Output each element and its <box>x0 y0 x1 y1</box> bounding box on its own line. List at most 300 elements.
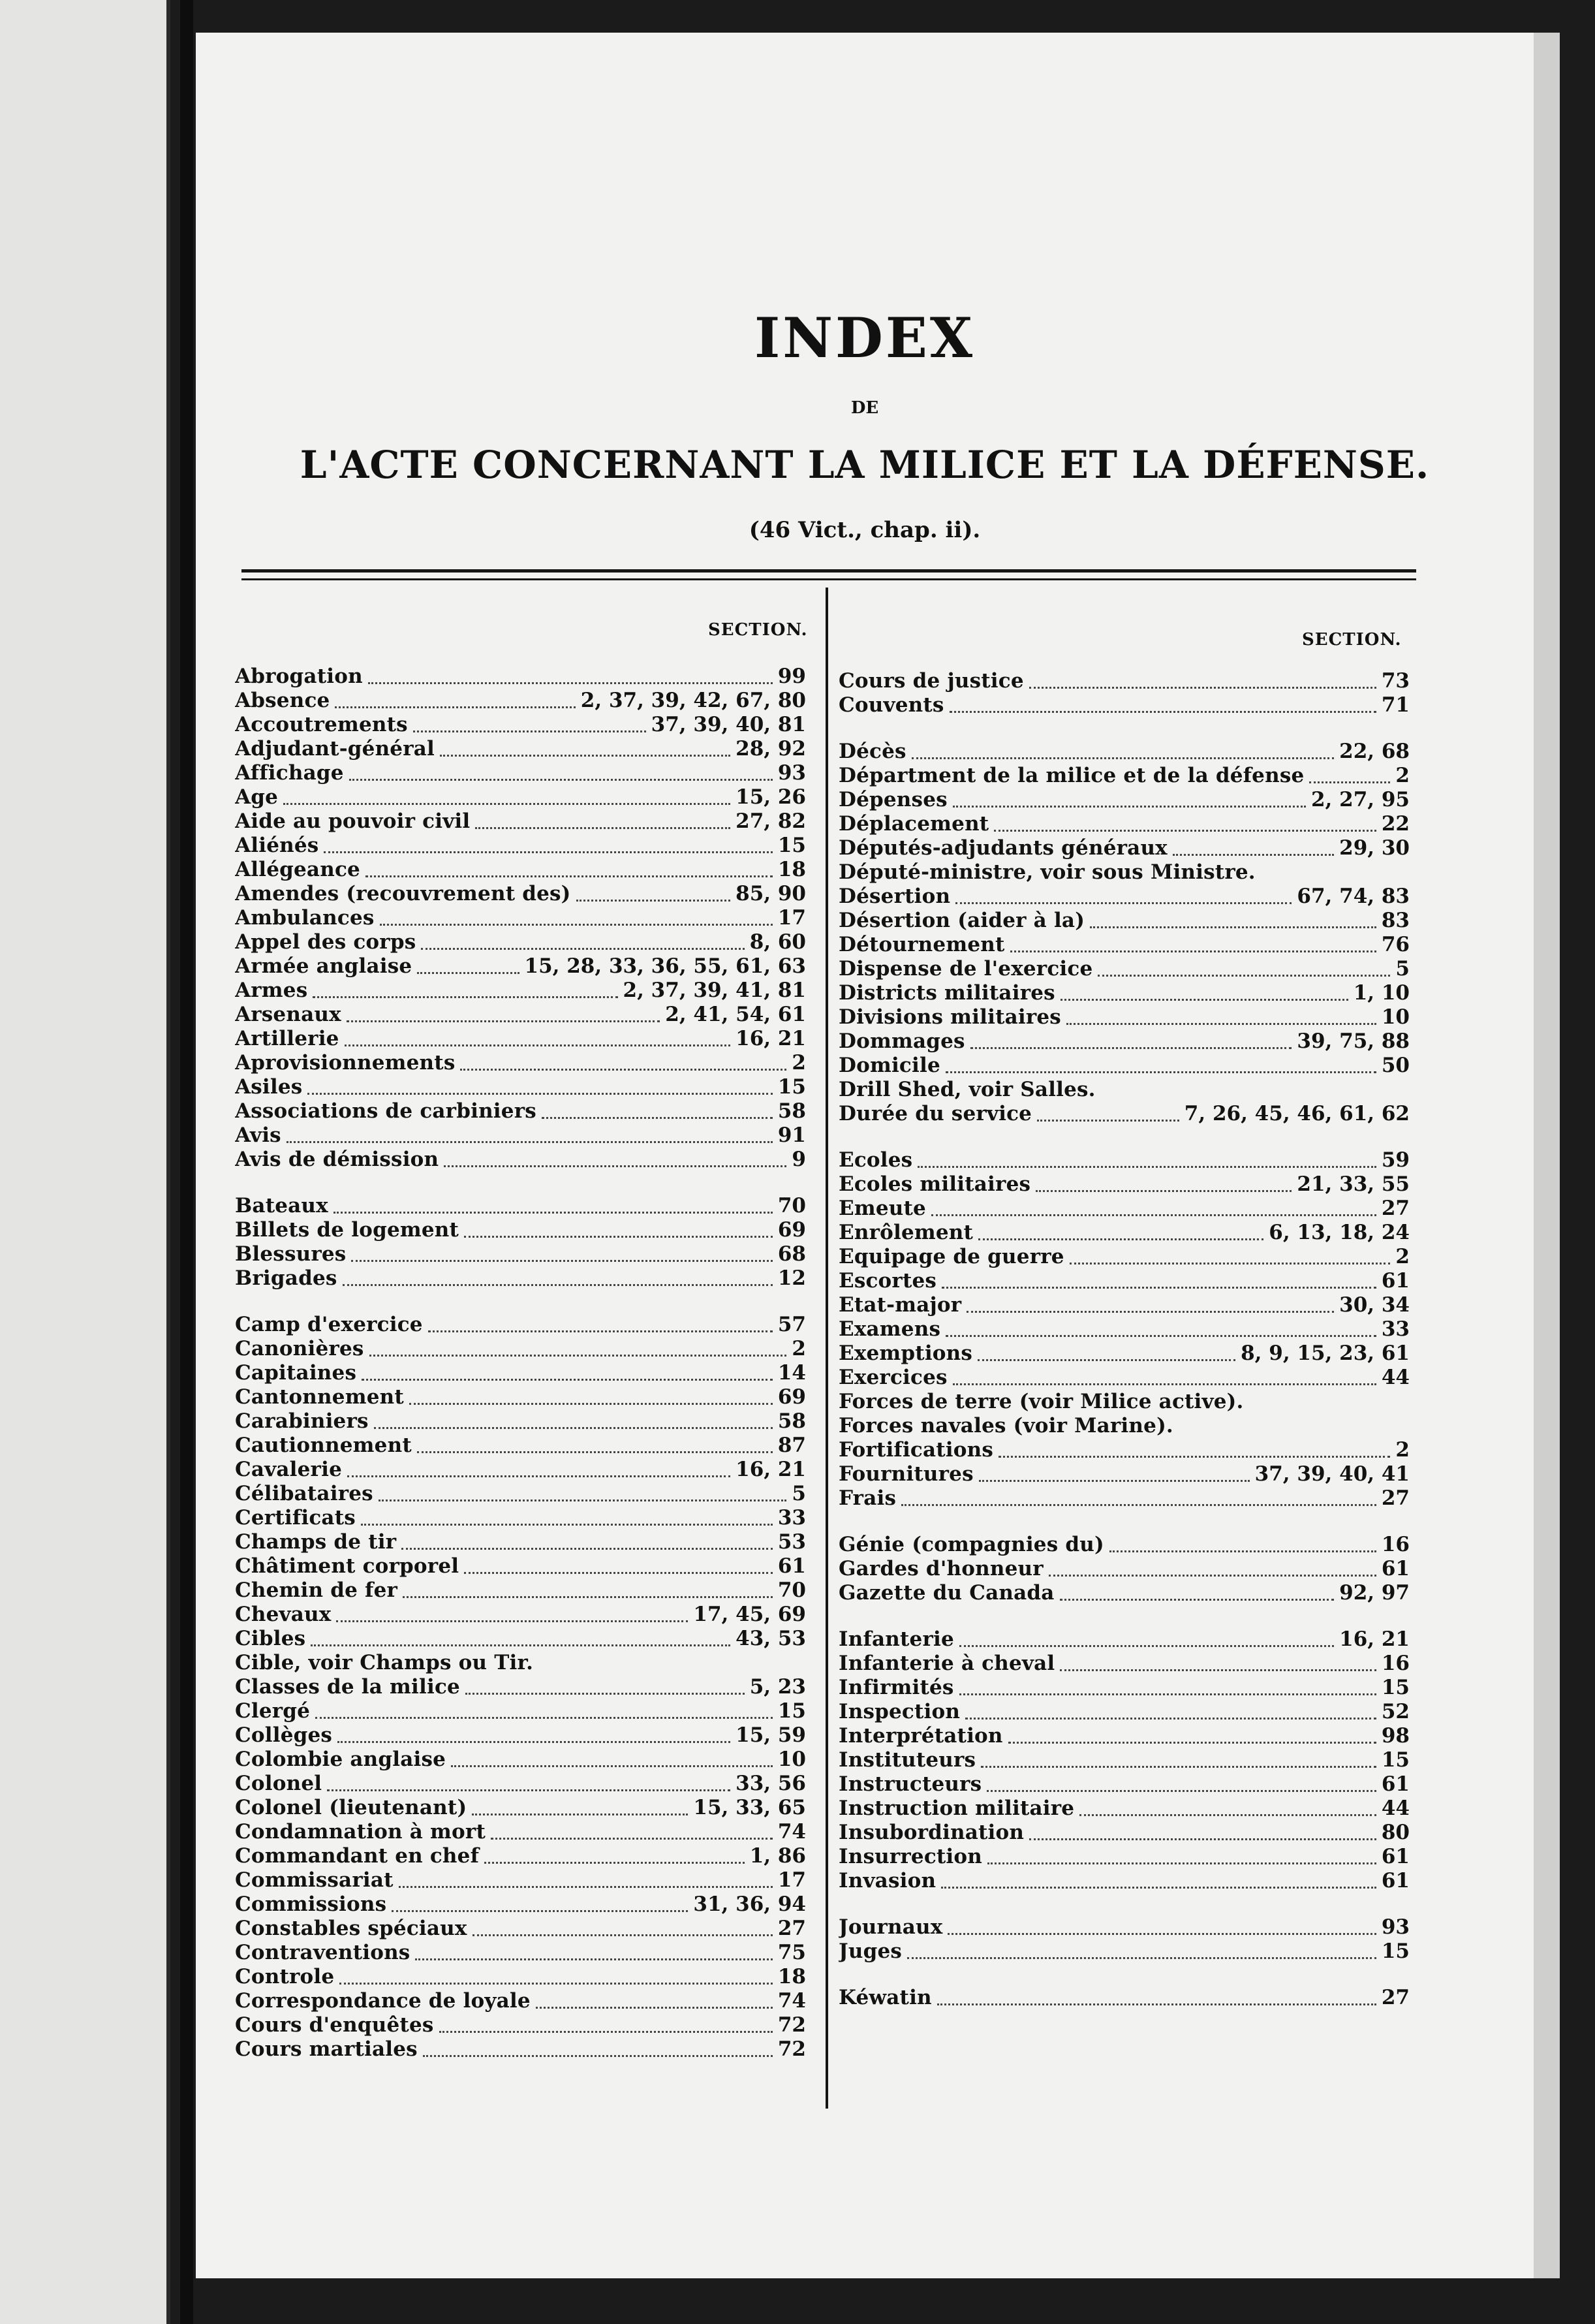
entry-sections: 59 <box>1381 1148 1410 1172</box>
entry-term: Abrogation <box>235 665 363 688</box>
index-entry <box>235 1989 806 2013</box>
index-entry <box>839 860 1410 885</box>
leader-dots <box>1309 768 1390 783</box>
entry-term: Asiles <box>235 1075 303 1099</box>
entry-sections: 15 <box>777 834 806 857</box>
entry-sections: 6, 13, 18, 24 <box>1269 1221 1410 1244</box>
entry-sections: 33, 56 <box>736 1772 806 1795</box>
index-entry <box>839 1797 1410 1821</box>
entry-term: Colonel (lieutenant) <box>235 1796 467 1819</box>
entry-sections: 53 <box>777 1530 806 1554</box>
leader-dots <box>1036 1177 1292 1192</box>
entry-term: Artillerie <box>235 1027 339 1050</box>
entry-term: Insubordination <box>839 1821 1025 1844</box>
index-entry <box>839 1557 1410 1581</box>
leader-dots <box>374 1414 773 1429</box>
index-entry <box>235 1651 806 1675</box>
index-entry <box>235 1242 806 1266</box>
leader-dots <box>542 1104 773 1119</box>
leader-dots <box>337 1728 730 1743</box>
entry-term: Gardes d'honneur <box>839 1557 1044 1580</box>
leader-dots <box>439 2018 773 2033</box>
entry-sections: 27 <box>777 1917 806 1940</box>
header-rule-thin <box>241 578 1416 580</box>
leader-dots <box>343 1271 773 1286</box>
leader-dots <box>417 1438 773 1453</box>
index-entry <box>839 1342 1410 1366</box>
entry-term: Affichage <box>235 761 344 785</box>
leader-dots <box>970 1034 1292 1049</box>
index-entry <box>235 1148 806 1172</box>
entry-sections: 37, 39, 40, 41 <box>1254 1462 1410 1486</box>
index-entry <box>235 1361 806 1385</box>
entry-sections: 85, 90 <box>736 882 806 905</box>
leader-dots <box>955 889 1292 904</box>
index-entry <box>235 1337 806 1361</box>
entry-term: Cible, voir Champs ou Tir. <box>235 1651 534 1674</box>
entry-term: Contraventions <box>235 1941 410 1964</box>
leader-dots <box>948 1920 1376 1935</box>
index-entry <box>235 1844 806 1868</box>
entry-term: Billets de logement <box>235 1218 459 1242</box>
leader-dots <box>315 1704 773 1719</box>
leader-dots <box>1029 674 1376 689</box>
index-entry <box>235 1458 806 1482</box>
entry-sections: 70 <box>777 1194 806 1217</box>
index-entry <box>235 930 806 954</box>
leader-dots <box>953 793 1306 808</box>
entry-term: Examens <box>839 1317 941 1341</box>
entry-term: Amendes (recouvrement des) <box>235 882 571 905</box>
leader-dots <box>365 862 773 877</box>
entry-sections: 76 <box>1381 933 1410 956</box>
leader-dots <box>1008 1729 1376 1744</box>
entry-sections: 69 <box>777 1385 806 1409</box>
leader-dots <box>475 814 730 829</box>
index-entry <box>839 1652 1410 1676</box>
entry-term: Dispense de l'exercice <box>839 957 1093 981</box>
leader-dots <box>368 669 773 684</box>
leader-dots <box>912 744 1334 759</box>
entry-term: Ambulances <box>235 906 375 930</box>
entry-term: Carabiniers <box>235 1409 369 1433</box>
index-entry <box>839 1821 1410 1845</box>
entry-term: Avis <box>235 1123 281 1147</box>
leader-dots <box>351 1247 772 1262</box>
entry-sections: 16 <box>1381 1652 1410 1675</box>
leader-dots <box>421 935 744 950</box>
leader-dots <box>347 1462 730 1477</box>
leader-dots <box>946 1058 1376 1073</box>
leader-dots <box>1079 1801 1376 1816</box>
leader-dots <box>472 1921 773 1936</box>
leader-dots <box>1049 1562 1376 1577</box>
index-entry <box>235 1868 806 1892</box>
entry-term: Avis de démission <box>235 1148 439 1171</box>
leader-dots <box>464 1559 773 1574</box>
leader-dots <box>380 911 773 926</box>
leader-dots <box>313 983 617 998</box>
entry-term: Cantonnement <box>235 1385 404 1409</box>
column-divider <box>826 588 828 2109</box>
entry-term: Député-ministre, voir sous Ministre. <box>839 860 1256 884</box>
entry-term: Ecoles militaires <box>839 1172 1031 1196</box>
entry-sections: 72 <box>777 2037 806 2061</box>
entry-term: Dépenses <box>839 788 948 811</box>
leader-dots <box>999 1443 1390 1458</box>
leader-dots <box>403 1583 773 1598</box>
entry-sections: 72 <box>777 2013 806 2037</box>
index-entry <box>235 1434 806 1458</box>
index-entry <box>839 1724 1410 1748</box>
title-connector: DE <box>850 398 879 418</box>
leader-dots <box>428 1317 773 1332</box>
entry-sections: 27 <box>1381 1486 1410 1510</box>
entry-term: Districts militaires <box>839 981 1055 1005</box>
entry-term: Commissions <box>235 1892 387 1916</box>
index-entry <box>839 1986 1410 2010</box>
entry-term: Certificats <box>235 1506 356 1530</box>
entry-term: Ecoles <box>839 1148 913 1172</box>
entry-term: Enrôlement <box>839 1221 974 1244</box>
entry-sections: 61 <box>1381 1557 1410 1580</box>
entry-term: Clergé <box>235 1699 311 1723</box>
index-entry <box>839 981 1410 1005</box>
entry-sections: 61 <box>1381 1269 1410 1293</box>
entry-sections: 2, 37, 39, 41, 81 <box>623 979 806 1002</box>
leader-dots <box>335 693 575 708</box>
page-title: INDEX <box>754 306 976 370</box>
entry-term: Infirmités <box>839 1676 954 1699</box>
index-entry <box>839 1245 1410 1269</box>
index-entry <box>235 1578 806 1603</box>
entry-term: Cours d'enquêtes <box>235 2013 434 2037</box>
entry-sections: 92, 97 <box>1339 1581 1410 1605</box>
entry-term: Frais <box>839 1486 897 1510</box>
entry-sections: 29, 30 <box>1339 836 1410 860</box>
header-rule <box>241 569 1416 573</box>
entry-term: Députés-adjudants généraux <box>839 836 1168 860</box>
leader-dots <box>417 959 519 974</box>
index-entry <box>839 1486 1410 1511</box>
entry-sections: 44 <box>1381 1797 1410 1820</box>
index-entry <box>839 885 1410 909</box>
leader-dots <box>1037 1107 1179 1122</box>
leader-dots <box>979 1467 1250 1482</box>
leader-dots <box>987 1849 1376 1864</box>
leader-dots <box>1090 913 1376 928</box>
index-entry <box>839 957 1410 981</box>
book-spine <box>180 0 193 2324</box>
entry-sections: 2, 41, 54, 61 <box>665 1003 806 1026</box>
entry-sections: 8, 9, 15, 23, 61 <box>1241 1342 1410 1365</box>
index-entry <box>235 882 806 906</box>
leader-dots <box>907 1944 1376 1959</box>
index-entry <box>839 812 1410 836</box>
entry-sections: 15 <box>777 1075 806 1099</box>
entry-sections: 15 <box>1381 1939 1410 1963</box>
entry-term: Colonel <box>235 1772 322 1795</box>
leader-dots <box>283 790 730 805</box>
leader-dots <box>953 1370 1376 1385</box>
entry-sections: 44 <box>1381 1366 1410 1389</box>
index-entry <box>839 933 1410 957</box>
entry-term: Controle <box>235 1965 335 1988</box>
entry-sections: 61 <box>777 1554 806 1578</box>
entry-term: Inspection <box>839 1700 961 1723</box>
entry-term: Célibataires <box>235 1482 373 1505</box>
leader-dots <box>994 817 1376 832</box>
index-entry <box>839 1915 1410 1939</box>
entry-sections: 58 <box>777 1409 806 1433</box>
entry-term: Collèges <box>235 1723 333 1747</box>
entry-term: Associations de carbiniers <box>235 1099 536 1123</box>
entry-sections: 67, 74, 83 <box>1297 885 1410 908</box>
entry-term: Exemptions <box>839 1342 973 1365</box>
leader-dots <box>946 1322 1376 1337</box>
leader-dots <box>901 1491 1376 1506</box>
entry-sections: 74 <box>777 1989 806 2013</box>
entry-sections: 27 <box>1381 1197 1410 1220</box>
leader-dots <box>965 1704 1376 1719</box>
index-entry <box>235 1266 806 1291</box>
leader-dots <box>941 1874 1376 1889</box>
entry-sections: 15, 28, 33, 36, 55, 61, 63 <box>524 954 806 978</box>
index-entry <box>235 1218 806 1242</box>
index-entry <box>839 1102 1410 1126</box>
entry-sections: 22, 68 <box>1339 740 1410 763</box>
leader-dots <box>423 2042 773 2057</box>
index-entry <box>235 713 806 737</box>
entry-sections: 73 <box>1381 669 1410 693</box>
entry-term: Drill Shed, voir Salles. <box>839 1078 1096 1101</box>
entry-term: Cours de justice <box>839 669 1024 693</box>
leader-dots <box>401 1535 773 1550</box>
entry-term: Déplacement <box>839 812 989 836</box>
leader-dots <box>1066 1010 1376 1025</box>
leader-dots <box>333 1199 773 1214</box>
index-entry <box>235 1530 806 1554</box>
entry-term: Bateaux <box>235 1194 328 1217</box>
leader-dots <box>379 1486 787 1501</box>
entry-term: Condamnation à mort <box>235 1820 486 1844</box>
entry-sections: 39, 75, 88 <box>1297 1029 1410 1053</box>
index-entry <box>235 906 806 930</box>
entry-sections: 80 <box>1381 1821 1410 1844</box>
entry-term: Aide au pouvoir civil <box>235 809 471 833</box>
entry-term: Forces navales (voir Marine). <box>839 1414 1173 1437</box>
entry-sections: 21, 33, 55 <box>1297 1172 1410 1196</box>
leader-dots <box>409 1390 773 1405</box>
entry-sections: 5 <box>1395 957 1410 981</box>
entry-sections: 1, 10 <box>1353 981 1410 1005</box>
entry-sections: 61 <box>1381 1845 1410 1868</box>
entry-sections: 16, 21 <box>736 1458 806 1481</box>
leader-dots <box>392 1897 688 1912</box>
entry-sections: 15 <box>1381 1676 1410 1699</box>
index-entry <box>839 1414 1410 1438</box>
entry-term: Invasion <box>839 1869 937 1892</box>
index-page <box>196 33 1534 2278</box>
entry-term: Châtiment corporel <box>235 1554 459 1578</box>
entry-term: Instructeurs <box>839 1772 982 1796</box>
entry-sections: 98 <box>1381 1724 1410 1748</box>
index-entry <box>839 1054 1410 1078</box>
section-heading-right: SECTION. <box>1302 630 1402 650</box>
index-entry <box>839 1772 1410 1797</box>
entry-term: Chevaux <box>235 1603 332 1626</box>
entry-sections: 9 <box>792 1148 806 1171</box>
index-entry <box>839 1533 1410 1557</box>
leader-dots <box>440 742 730 757</box>
entry-sections: 18 <box>777 858 806 881</box>
leader-dots <box>327 1776 730 1791</box>
index-entry <box>839 909 1410 933</box>
entry-sections: 2 <box>792 1337 806 1360</box>
entry-term: Désertion (aider à la) <box>839 909 1085 932</box>
entry-sections: 70 <box>777 1578 806 1602</box>
index-entry <box>839 1462 1410 1486</box>
index-entry <box>235 858 806 882</box>
entry-sections: 50 <box>1381 1054 1410 1077</box>
index-entry <box>839 1700 1410 1724</box>
entry-term: Infanterie à cheval <box>839 1652 1055 1675</box>
index-entry <box>839 1005 1410 1029</box>
entry-sections: 12 <box>777 1266 806 1290</box>
index-entry <box>235 1313 806 1337</box>
index-entry <box>235 1627 806 1651</box>
entry-term: Cours martiales <box>235 2037 418 2061</box>
index-entry <box>839 693 1410 717</box>
index-entry <box>839 1269 1410 1293</box>
index-entry <box>839 1366 1410 1390</box>
index-entry <box>235 2013 806 2037</box>
entry-term: Capitaines <box>235 1361 357 1385</box>
leader-dots <box>576 887 731 902</box>
entry-term: Désertion <box>839 885 951 908</box>
entry-sections: 58 <box>777 1099 806 1123</box>
index-entry <box>839 1197 1410 1221</box>
entry-sections: 71 <box>1381 693 1410 717</box>
entry-term: Durée du service <box>839 1102 1032 1125</box>
leader-dots <box>1070 1249 1391 1264</box>
entry-term: Fournitures <box>839 1462 974 1486</box>
index-entry <box>839 1172 1410 1197</box>
entry-sections: 10 <box>777 1748 806 1771</box>
entry-sections: 87 <box>777 1434 806 1457</box>
entry-sections: 2 <box>1395 764 1410 787</box>
entry-sections: 10 <box>1381 1005 1410 1029</box>
entry-term: Equipage de guerre <box>839 1245 1064 1268</box>
index-entry <box>839 1676 1410 1700</box>
index-entry <box>235 1965 806 1989</box>
leader-dots <box>349 766 773 781</box>
entry-term: Domicile <box>839 1054 940 1077</box>
entry-term: Arsenaux <box>235 1003 341 1026</box>
leader-dots <box>311 1631 730 1646</box>
entry-term: Brigades <box>235 1266 337 1290</box>
leader-dots <box>444 1152 786 1167</box>
entry-sections: 27, 82 <box>736 809 806 833</box>
entry-term: Etat-major <box>839 1293 962 1317</box>
entry-sections: 33 <box>777 1506 806 1530</box>
index-entry <box>235 1723 806 1748</box>
index-entry <box>839 1293 1410 1317</box>
entry-sections: 15 <box>777 1699 806 1723</box>
index-entry <box>235 1554 806 1578</box>
entry-term: Correspondance de loyale <box>235 1989 531 2013</box>
entry-term: Constables spéciaux <box>235 1917 467 1940</box>
index-entry <box>839 1317 1410 1342</box>
entry-sections: 2, 37, 39, 42, 67, 80 <box>580 689 806 712</box>
leader-dots <box>286 1128 773 1143</box>
index-entry <box>235 954 806 979</box>
entry-sections: 83 <box>1381 909 1410 932</box>
entry-sections: 15 <box>1381 1748 1410 1772</box>
entry-term: Interprétation <box>839 1724 1003 1748</box>
leader-dots <box>415 1945 772 1960</box>
entry-sections: 2, 27, 95 <box>1310 788 1410 811</box>
leader-dots <box>950 698 1376 713</box>
leader-dots <box>472 1800 688 1815</box>
entry-sections: 5 <box>792 1482 806 1505</box>
leader-dots <box>413 717 646 732</box>
index-column-left <box>235 665 806 2062</box>
entry-term: Aprovisionnements <box>235 1051 456 1075</box>
act-citation: (46 Vict., chap. ii). <box>749 517 981 543</box>
leader-dots <box>931 1201 1376 1216</box>
entry-term: Aliénés <box>235 834 319 857</box>
index-entry <box>235 1385 806 1409</box>
index-entry <box>235 1027 806 1051</box>
leader-dots <box>1173 841 1334 856</box>
entry-term: Camp d'exercice <box>235 1313 423 1336</box>
entry-sections: 8, 60 <box>749 930 806 954</box>
entry-sections: 16, 21 <box>736 1027 806 1050</box>
entry-sections: 14 <box>777 1361 806 1385</box>
entry-term: Classes de la milice <box>235 1675 460 1699</box>
entry-sections: 15, 26 <box>736 785 806 809</box>
leader-dots <box>324 838 772 853</box>
index-entry <box>839 1078 1410 1102</box>
entry-term: Age <box>235 785 279 809</box>
entry-term: Armée anglaise <box>235 954 412 978</box>
entry-term: Instituteurs <box>839 1748 976 1772</box>
leader-dots <box>369 1342 787 1357</box>
entry-sections: 17 <box>777 1868 806 1892</box>
entry-sections: 16 <box>1381 1533 1410 1556</box>
entry-sections: 93 <box>1381 1915 1410 1939</box>
entry-term: Détournement <box>839 933 1005 956</box>
entry-sections: 5, 23 <box>749 1675 806 1699</box>
index-entry <box>839 1148 1410 1172</box>
entry-sections: 15, 33, 65 <box>693 1796 806 1819</box>
entry-term: Accoutrements <box>235 713 408 736</box>
leader-dots <box>1060 1656 1376 1671</box>
entry-term: Journaux <box>839 1915 943 1939</box>
leader-dots <box>399 1873 773 1888</box>
entry-sections: 2 <box>1395 1245 1410 1268</box>
leader-dots <box>1109 1537 1376 1552</box>
entry-term: Allégeance <box>235 858 360 881</box>
entry-sections: 61 <box>1381 1772 1410 1796</box>
leader-dots <box>347 1007 660 1022</box>
index-entry <box>235 1796 806 1820</box>
entry-term: Forces de terre (voir Milice active). <box>839 1390 1244 1413</box>
entry-term: Génie (compagnies du) <box>839 1533 1104 1556</box>
leader-dots <box>1060 1586 1335 1601</box>
entry-sections: 75 <box>777 1941 806 1964</box>
